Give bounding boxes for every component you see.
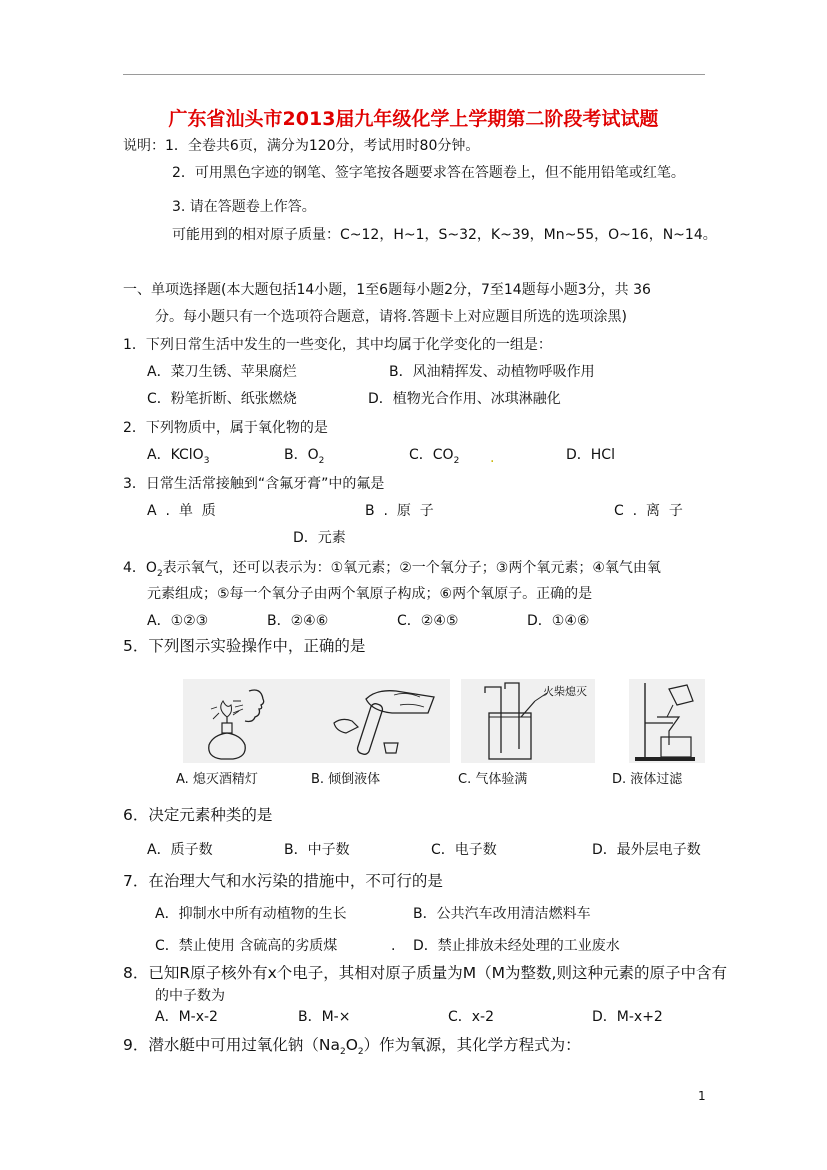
q2-stray-dot: .: [490, 450, 495, 466]
alcohol-lamp-blowing-illustration: [183, 679, 317, 763]
q5-match-label: 火柴熄灭: [543, 685, 587, 698]
q2-stem: 2．下列物质中，属于氧化物的是: [123, 420, 328, 436]
q8-option-b: B．M-×: [298, 1009, 351, 1025]
q2-option-d: D．HCl: [566, 447, 615, 463]
q5-figure-b: [316, 679, 450, 763]
q4-option-d: D．①④⑥: [527, 613, 590, 629]
instruction-1: 说明：1．全卷共6页，满分为120分，考试用时80分钟。: [123, 138, 480, 154]
q8-option-d: D．M-x+2: [592, 1009, 663, 1025]
q4-stem-post: 表示氧气，还可以表示为：①氧元素；②一个氧分子；③两个氧元素；④氧气由氧: [162, 560, 661, 576]
q4-stem-2: 元素组成；⑤每一个氧分子由两个氧原子构成；⑥两个氧原子。正确的是: [147, 586, 593, 602]
q7-stray-dot: .: [391, 938, 396, 954]
q3-option-d: D．元素: [293, 530, 346, 546]
q6-option-b: B．中子数: [284, 842, 350, 858]
q7-option-a: A．抑制水中所有动植物的生长: [155, 906, 347, 922]
q2-c-sub: 2: [453, 455, 460, 466]
q5-figure-d: [629, 679, 705, 763]
q3-stem: 3．日常生活常接触到“含氟牙膏”中的氟是: [123, 476, 385, 492]
q1-stem: 1．下列日常生活中发生的一些变化，其中均属于化学变化的一组是：: [123, 337, 552, 353]
q1-option-c: C．粉笔折断、纸张燃烧: [147, 391, 297, 407]
q2-b-sub: 2: [318, 455, 325, 466]
q7-option-d: D．禁止排放未经处理的工业废水: [413, 938, 620, 954]
q5-figure-a: [183, 679, 317, 763]
q7-option-b: B．公共汽车改用清洁燃料车: [413, 906, 591, 922]
q8-option-a: A．M-x-2: [155, 1009, 218, 1025]
q2-option-b: [284, 446, 324, 470]
filtration-illustration: [629, 679, 705, 763]
pouring-liquid-illustration: [316, 679, 450, 763]
q2-option-a: [147, 446, 209, 470]
q9-sub-1: 2: [339, 1047, 346, 1058]
section-header-1: 一、单项选择题(本大题包括14小题，1至6题每小题2分，7至14题每小题3分，共 36: [123, 282, 651, 298]
q7-option-c: C．禁止使用 含硫高的劣质煤: [155, 938, 338, 954]
q2-a-sub: 3: [203, 455, 210, 466]
q5-caption-b: B. 倾倒液体: [311, 772, 381, 787]
q4-option-b: B．②④⑥: [267, 613, 329, 629]
q4-option-c: C．②④⑤: [397, 613, 459, 629]
q3-option-b: B . 原 子: [365, 503, 434, 519]
q9-stem: [123, 1036, 581, 1061]
q2-b-text: B．O: [284, 447, 319, 463]
q9-sub-2: 2: [357, 1047, 364, 1058]
q4-stem-sub: 2: [156, 568, 163, 579]
q1-option-d: D．植物光合作用、冰琪淋融化: [368, 391, 561, 407]
q8-option-c: C．x-2: [448, 1009, 495, 1025]
page-number: 1: [698, 1089, 706, 1103]
q3-option-a: A . 单 质: [147, 503, 216, 519]
q8-stem-2: 的中子数为: [155, 988, 225, 1004]
q9-stem-mid: O: [345, 1036, 358, 1054]
q6-option-c: C．电子数: [431, 842, 497, 858]
atomic-masses: 可能用到的相对原子质量：C~12，H~1，S~32，K~39，Mn~55，O~16，N~14。: [172, 227, 717, 243]
q5-figure-c: [461, 679, 595, 763]
q1-option-a: A．菜刀生锈、苹果腐烂: [147, 364, 297, 380]
q5-caption-d: D. 液体过滤: [612, 772, 683, 787]
q2-a-text: A．KClO: [147, 447, 204, 463]
q7-stem: 7．在治理大气和水污染的措施中，不可行的是: [123, 872, 443, 890]
q9-stem-post: ）作为氧源，其化学方程式为：: [363, 1036, 581, 1054]
q6-stem: 6．决定元素种类的是: [123, 806, 273, 824]
q6-option-d: D．最外层电子数: [592, 842, 701, 858]
q6-option-a: A．质子数: [147, 842, 213, 858]
q4-stem-1: [123, 559, 661, 583]
q5-caption-a: A. 熄灭酒精灯: [176, 772, 258, 787]
q8-stem-1: 8．已知R原子核外有x个电子，其相对原子质量为M（M为整数,则这种元素的原子中含有: [123, 964, 727, 982]
section-header-2: 分。每小题只有一个选项符合题意，请将.答题卡上对应题目所选的选项涂黑): [155, 309, 627, 325]
q2-c-text: C．CO: [409, 447, 454, 463]
page-title: 广东省汕头市2013届九年级化学上学期第二阶段考试试题: [168, 108, 659, 130]
instruction-3: 3. 请在答题卷上作答。: [172, 199, 316, 215]
q2-option-c: [409, 446, 459, 470]
q1-option-b: B．风油精挥发、动植物呼吸作用: [389, 364, 595, 380]
q5-caption-c: C. 气体验满: [458, 772, 528, 787]
instruction-2: 2．可用黑色字迹的钢笔、签字笔按各题要求答在答题卷上，但不能用铅笔或红笔。: [172, 165, 685, 181]
header-rule: [123, 74, 705, 75]
q4-stem-pre: 4．O: [123, 560, 157, 576]
q9-stem-pre: 9．潜水艇中可用过氧化钠（Na: [123, 1036, 340, 1054]
q4-option-a: A．①②③: [147, 613, 209, 629]
q5-stem: 5．下列图示实验操作中，正确的是: [123, 637, 366, 655]
q3-option-c: C . 离 子: [614, 503, 683, 519]
